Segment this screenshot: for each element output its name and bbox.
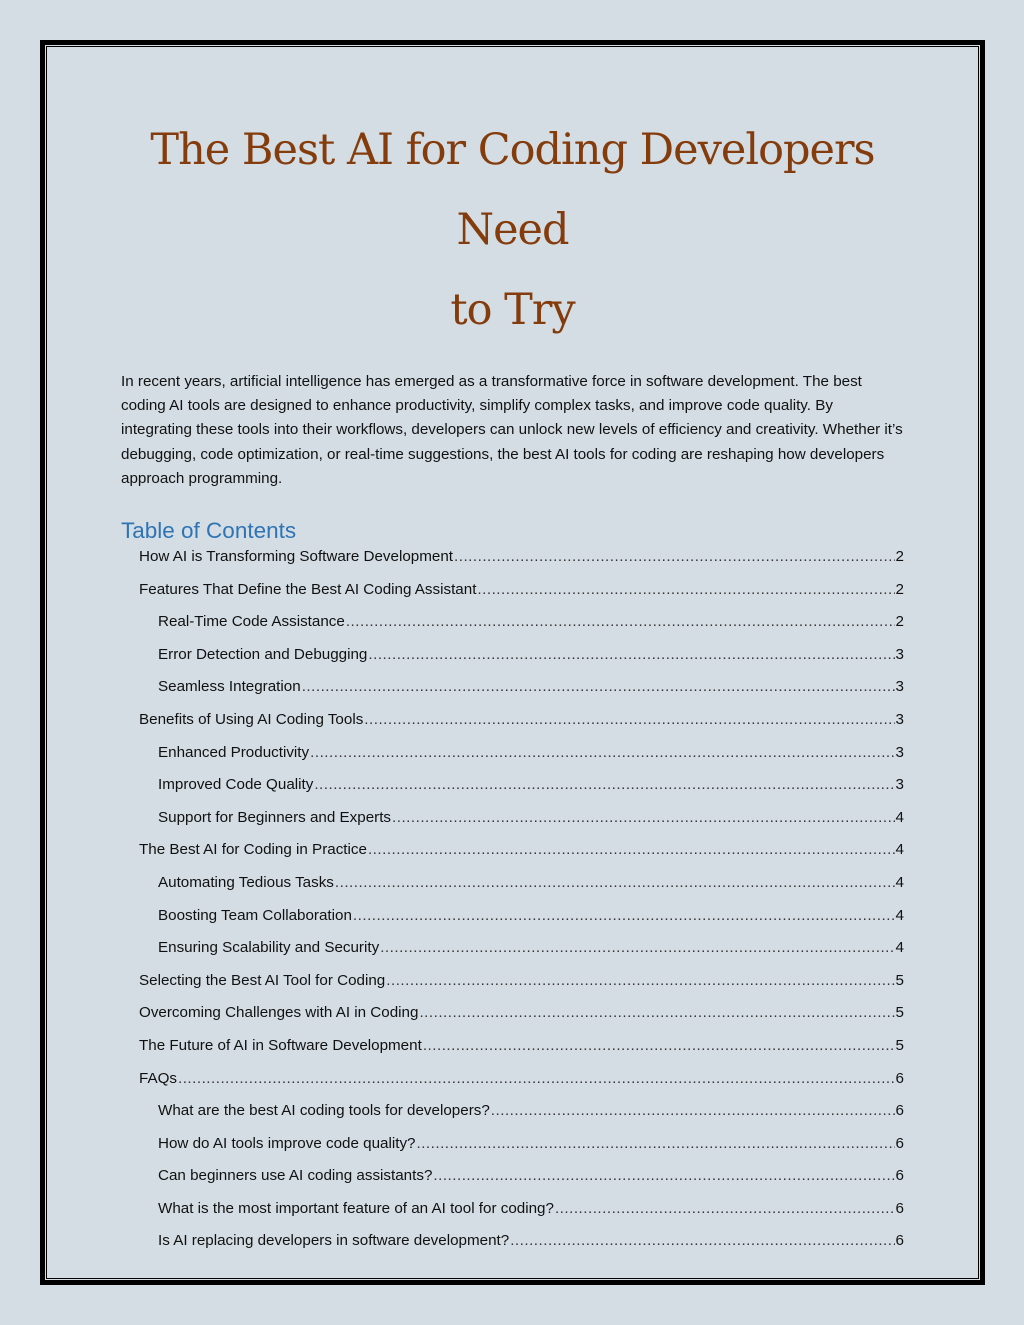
toc-entry-title: Overcoming Challenges with AI in Coding [139, 1004, 419, 1022]
toc-entry-title: What are the best AI coding tools for developers? [158, 1102, 490, 1120]
toc-entry[interactable] [121, 1232, 904, 1265]
toc-entry-title: What is the most important feature of an AI tool for coding? [158, 1199, 554, 1217]
toc-entry-page-number: 6 [895, 1232, 904, 1250]
toc-entry-page-number: 3 [895, 710, 904, 728]
toc-entry-title: Error Detection and Debugging [158, 645, 368, 663]
toc-entry-page-number: 2 [895, 548, 904, 566]
toc-entry-title: Can beginners use AI coding assistants? [158, 1167, 433, 1185]
toc-dot-leader [419, 1004, 894, 1021]
toc-dot-leader [364, 711, 894, 728]
toc-entry-page-number: 3 [895, 776, 904, 794]
toc-dot-leader [416, 1135, 894, 1152]
toc-dot-leader [368, 841, 895, 858]
toc-entry-page-number: 5 [895, 971, 904, 989]
toc-entry-title: FAQs [139, 1069, 177, 1087]
toc-entry[interactable] [121, 711, 904, 744]
toc-entry-title: The Best AI for Coding in Practice [139, 841, 367, 859]
toc-entry-title: Is AI replacing developers in software development? [158, 1232, 510, 1250]
toc-dot-leader [477, 581, 894, 598]
toc-entry[interactable] [121, 841, 904, 874]
toc-entry-page-number: 4 [895, 873, 904, 891]
intro-paragraph: In recent years, artificial intelligence has emerged as a transformative force in software development. The best coding AI tools are designed to enhance productivity, simplify complex tasks, and improve code quality. By integrating these tools into their workflows, developers can unlock new levels of efficiency and creativity. Whether it’s debugging, code optimization, or real-time suggestions, the best AI tools for coding are reshaping how developers approach programming. [121, 373, 903, 487]
toc-entry-title: How AI is Transforming Software Development [139, 548, 454, 566]
toc-entry[interactable] [121, 581, 904, 614]
toc-entry-page-number: 2 [895, 613, 904, 631]
toc-dot-leader [392, 809, 895, 826]
toc-entry[interactable] [121, 1135, 904, 1168]
document-title-line-1: The Best AI for Coding Developers Need [150, 125, 875, 255]
toc-entry-page-number: 3 [895, 645, 904, 663]
table-of-contents [121, 548, 904, 1265]
toc-dot-leader [335, 874, 895, 891]
toc-entry-page-number: 4 [895, 841, 904, 859]
toc-dot-leader [346, 613, 895, 630]
toc-entry-page-number: 6 [895, 1102, 904, 1120]
toc-entry[interactable] [121, 907, 904, 940]
toc-dot-leader [386, 972, 894, 989]
toc-entry-page-number: 6 [895, 1167, 904, 1185]
toc-entry-title: Automating Tedious Tasks [158, 873, 334, 891]
toc-entry-title: Enhanced Productivity [158, 743, 310, 761]
toc-heading: Table of Contents [121, 518, 297, 544]
document-title-line-2: to Try [450, 285, 575, 335]
toc-entry[interactable] [121, 809, 904, 842]
toc-entry-page-number: 4 [895, 808, 904, 826]
toc-dot-leader [380, 939, 894, 956]
toc-entry-title: Benefits of Using AI Coding Tools [139, 710, 364, 728]
toc-dot-leader [314, 776, 894, 793]
toc-entry-page-number: 6 [895, 1134, 904, 1152]
toc-entry[interactable] [121, 613, 904, 646]
toc-entry-page-number: 2 [895, 580, 904, 598]
toc-entry[interactable] [121, 744, 904, 777]
toc-dot-leader [368, 646, 894, 663]
toc-entry-title: Seamless Integration [158, 678, 301, 696]
toc-entry-page-number: 4 [895, 906, 904, 924]
toc-entry-page-number: 5 [895, 1036, 904, 1054]
toc-entry-title: Support for Beginners and Experts [158, 808, 392, 826]
toc-entry[interactable] [121, 1070, 904, 1103]
toc-dot-leader [302, 678, 895, 695]
toc-dot-leader [423, 1037, 895, 1054]
toc-entry-page-number: 5 [895, 1004, 904, 1022]
page-content [121, 110, 904, 1265]
toc-dot-leader [555, 1200, 895, 1217]
toc-entry-title: The Future of AI in Software Development [139, 1036, 422, 1054]
toc-entry-page-number: 6 [895, 1199, 904, 1217]
toc-entry[interactable] [121, 678, 904, 711]
toc-entry-title: Selecting the Best AI Tool for Coding [139, 971, 386, 989]
toc-dot-leader [178, 1070, 895, 1087]
toc-dot-leader [510, 1232, 894, 1249]
toc-entry[interactable] [121, 939, 904, 972]
toc-entry[interactable] [121, 1102, 904, 1135]
toc-dot-leader [491, 1102, 895, 1119]
document-title [121, 110, 904, 350]
toc-entry-title: Improved Code Quality [158, 776, 314, 794]
toc-entry[interactable] [121, 646, 904, 679]
toc-entry[interactable] [121, 1004, 904, 1037]
toc-entry-title: How do AI tools improve code quality? [158, 1134, 416, 1152]
toc-entry[interactable] [121, 1037, 904, 1070]
toc-dot-leader [433, 1167, 894, 1184]
toc-entry[interactable] [121, 874, 904, 907]
toc-entry[interactable] [121, 776, 904, 809]
toc-entry-title: Boosting Team Collaboration [158, 906, 352, 924]
toc-entry[interactable] [121, 1200, 904, 1233]
toc-entry-page-number: 3 [895, 743, 904, 761]
toc-entry-page-number: 6 [895, 1069, 904, 1087]
toc-entry[interactable] [121, 548, 904, 581]
toc-entry[interactable] [121, 972, 904, 1005]
toc-entry-page-number: 4 [895, 939, 904, 957]
toc-dot-leader [353, 907, 895, 924]
toc-dot-leader [310, 744, 894, 761]
toc-entry-title: Real-Time Code Assistance [158, 613, 345, 631]
toc-entry-title: Ensuring Scalability and Security [158, 939, 380, 957]
toc-entry[interactable] [121, 1167, 904, 1200]
toc-entry-title: Features That Define the Best AI Coding Assistant [139, 580, 477, 598]
toc-entry-page-number: 3 [895, 678, 904, 696]
toc-dot-leader [454, 548, 895, 565]
